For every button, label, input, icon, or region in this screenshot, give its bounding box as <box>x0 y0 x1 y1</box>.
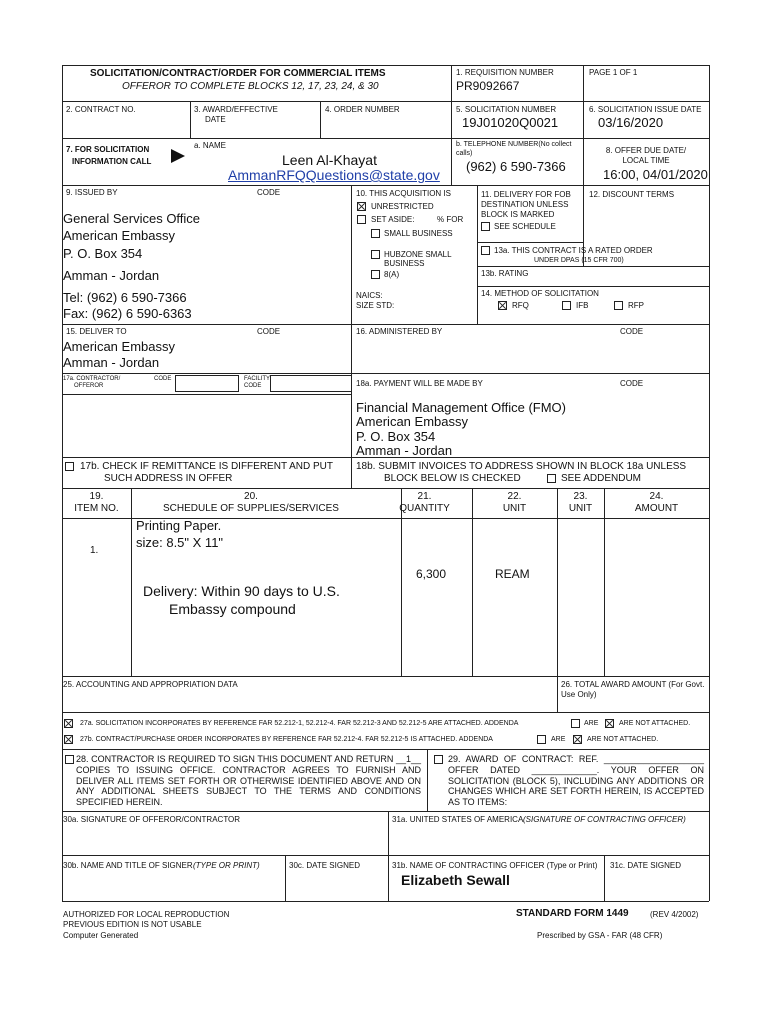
payment-line: Amman - Jordan <box>356 443 453 458</box>
col-header-num: 24. <box>649 491 664 502</box>
solicitation-number-label: 5. SOLICITATION NUMBER <box>456 105 557 114</box>
contact-name: Leen Al-Khayat <box>282 152 377 168</box>
payment-line: American Embassy <box>356 414 468 429</box>
clause-27a-checkbox[interactable] <box>64 719 73 728</box>
col-header-num: 21. <box>417 491 432 502</box>
rfp-label: RFP <box>628 301 644 310</box>
signature-offeror-field[interactable] <box>63 825 385 853</box>
officer-name-value: Elizabeth Sewall <box>401 872 510 888</box>
item-description: Printing Paper. <box>136 518 222 533</box>
footer-note: AUTHORIZED FOR LOCAL REPRODUCTION <box>63 910 230 919</box>
rfp-checkbox[interactable] <box>614 301 623 310</box>
prescribed-by: Prescribed by GSA - FAR (48 CFR) <box>537 931 663 940</box>
page-label: PAGE 1 OF 1 <box>589 68 638 77</box>
accounting-label: 25. ACCOUNTING AND APPROPRIATION DATA <box>63 680 238 689</box>
issued-by-line: General Services Office <box>63 211 201 226</box>
phone-label: b. TELEPHONE NUMBER(No collect <box>456 141 572 148</box>
payment-code-label: CODE <box>620 379 644 388</box>
ifb-label: IFB <box>576 301 589 310</box>
naics-label: NAICS: <box>356 291 383 300</box>
for-info-label-2: INFORMATION CALL <box>72 157 152 166</box>
block-28-checkbox[interactable] <box>65 755 74 764</box>
issued-by-code-label: CODE <box>257 188 281 197</box>
signature-officer-label: 31a. UNITED STATES OF AMERICA <box>392 815 524 824</box>
issue-date-label: 6. SOLICITATION ISSUE DATE <box>589 105 702 114</box>
acquisition-label: 10. THIS ACQUISITION IS <box>356 189 451 198</box>
issued-by-line: Fax: (962) 6 590-6363 <box>63 306 192 321</box>
hubzone-checkbox[interactable] <box>371 250 380 259</box>
solicitation-number-value: 19J01020Q0021 <box>462 115 559 130</box>
offer-due-label-2: LOCAL TIME <box>622 156 670 165</box>
clause-27a-are-not-checkbox[interactable] <box>605 719 614 728</box>
see-addendum-checkbox[interactable] <box>547 474 556 483</box>
remittance-checkbox[interactable] <box>65 462 74 471</box>
form-number: STANDARD FORM 1449 <box>516 908 629 919</box>
invoice-label: 18b. SUBMIT INVOICES TO ADDRESS SHOWN IN BLOCK 18a UNLESS <box>356 461 687 472</box>
contractor-code-label: CODE <box>154 376 172 382</box>
block-29-checkbox[interactable] <box>434 755 443 764</box>
administered-code-label: CODE <box>620 327 644 336</box>
unrestricted-label: UNRESTRICTED <box>371 202 434 211</box>
item-number: 1. <box>90 545 99 556</box>
see-addendum-label: SEE ADDENDUM <box>561 473 642 484</box>
clause-27a-are-checkbox[interactable] <box>571 719 580 728</box>
phone-label-2: calls) <box>456 150 473 157</box>
facility-code-input[interactable] <box>270 375 352 392</box>
contractor-label: 17a. CONTRACTOR/ <box>63 376 121 382</box>
order-number-label: 4. ORDER NUMBER <box>325 105 400 114</box>
item-size: size: 8.5" X 11" <box>136 535 224 550</box>
delivery-fob-label: 11. DELIVERY FOR FOB <box>481 190 571 199</box>
discount-terms-label: 12. DISCOUNT TERMS <box>589 190 675 199</box>
hubzone-label: HUBZONE SMALL <box>384 250 452 259</box>
footer-note: Computer Generated <box>63 931 139 940</box>
set-aside-checkbox[interactable] <box>357 215 366 224</box>
issued-by-line: Amman - Jordan <box>63 268 160 283</box>
remittance-label: 17b. CHECK IF REMITTANCE IS DIFFERENT AND PUT <box>80 461 333 472</box>
rated-order-label: 13a. THIS CONTRACT IS A RATED ORDER <box>494 246 653 255</box>
pct-for-label: % FOR <box>437 215 464 224</box>
payment-line: P. O. Box 354 <box>356 429 436 444</box>
small-business-checkbox[interactable] <box>371 229 380 238</box>
signature-offeror-label: 30a. SIGNATURE OF OFFEROR/CONTRACTOR <box>63 815 241 824</box>
col-header-schedule: SCHEDULE OF SUPPLIES/SERVICES <box>163 503 339 514</box>
col-header-item-no: ITEM NO. <box>74 503 119 514</box>
eight-a-label: 8(A) <box>384 270 400 279</box>
issued-by-line: P. O. Box 354 <box>63 246 143 261</box>
contract-no-label: 2. CONTRACT NO. <box>66 105 136 114</box>
delivery-fob-label-2: DESTINATION UNLESS <box>481 200 569 209</box>
facility-label: FACILITY <box>244 376 271 382</box>
item-unit: REAM <box>495 567 530 581</box>
payment-line: Financial Management Office (FMO) <box>356 400 566 415</box>
deliver-to-code-label: CODE <box>257 327 281 336</box>
signer-name-label: 30b. NAME AND TITLE OF SIGNER <box>63 861 193 870</box>
clause-27b-checkbox[interactable] <box>64 735 73 744</box>
issued-by-line: American Embassy <box>63 228 175 243</box>
payment-label: 18a. PAYMENT WILL BE MADE BY <box>356 379 483 388</box>
contractor-code-input[interactable] <box>175 375 239 392</box>
method-label: 14. METHOD OF SOLICITATION <box>481 289 599 298</box>
form-title: SOLICITATION/CONTRACT/ORDER FOR COMMERCIAL ITEMS <box>90 68 386 79</box>
issued-by-label: 9. ISSUED BY <box>66 188 118 197</box>
phone-value: (962) 6 590-7366 <box>466 159 566 174</box>
block-29-text: 29. AWARD OF CONTRACT: REF. ____________________ OFFER DATED _____________. YOUR OFFER ON SOLICITATION (BLOCK 5), INCLUDING ANY ADDITIONS OR CHANGES WHICH ARE SET FORTH HEREIN, IS ACCEPTED AS TO ITEMS: <box>448 754 704 808</box>
see-schedule-checkbox[interactable] <box>481 222 490 231</box>
item-quantity: 6,300 <box>416 567 447 581</box>
contractor-label-2: OFFEROR <box>74 383 104 389</box>
eight-a-checkbox[interactable] <box>371 270 380 279</box>
signature-officer-label-2: (SIGNATURE OF CONTRACTING OFFICER) <box>523 815 686 824</box>
rated-order-checkbox[interactable] <box>481 246 490 255</box>
size-std-label: SIZE STD: <box>356 301 395 310</box>
form-revision: (REV 4/2002) <box>650 910 699 919</box>
block-28-text: 28. CONTRACTOR IS REQUIRED TO SIGN THIS DOCUMENT AND RETURN __1__ COPIES TO ISSUING OFFICE. CONTRACTOR AGREES TO FURNISH AND DELIVER ALL ITEMS SET FORTH OR OTHERWISE IDENTIFIED ABOVE AND ON ANY ADDITIONAL SHEETS SUBJECT TO THE TERMS AND CONDITIONS SPECIFIED HEREIN. <box>76 754 421 808</box>
signer-date-label: 30c. DATE SIGNED <box>289 861 360 870</box>
set-aside-label: SET ASIDE: <box>371 215 415 224</box>
award-date-label-2: DATE <box>205 115 226 124</box>
deliver-to-line: American Embassy <box>63 339 175 354</box>
deliver-to-label: 15. DELIVER TO <box>66 327 127 336</box>
see-schedule-label: SEE SCHEDULE <box>494 222 556 231</box>
clause-27b-are-not-checkbox[interactable] <box>573 735 582 744</box>
col-header-num: 22. <box>507 491 522 502</box>
clause-27b-are: ARE <box>551 736 566 743</box>
award-date-label: 3. AWARD/EFFECTIVE <box>194 105 278 114</box>
deliver-to-line: Amman - Jordan <box>63 355 160 370</box>
requisition-value: PR9092667 <box>456 79 520 93</box>
invoice-label-2: BLOCK BELOW IS CHECKED <box>384 473 521 484</box>
total-award-label: 26. TOTAL AWARD AMOUNT (For Govt. <box>561 680 705 689</box>
item-delivery: Delivery: Within 90 days to U.S. <box>143 583 340 599</box>
rfq-label: RFQ <box>512 301 529 310</box>
arrow-right-icon <box>171 149 185 163</box>
officer-date-label: 31c. DATE SIGNED <box>610 861 681 870</box>
rated-order-label-2: UNDER DPAS (15 CFR 700) <box>534 257 624 264</box>
footer-note: PREVIOUS EDITION IS NOT USABLE <box>63 920 202 929</box>
name-label: a. NAME <box>194 141 227 150</box>
unrestricted-checkbox[interactable] <box>357 202 366 211</box>
administered-label: 16. ADMINISTERED BY <box>356 327 443 336</box>
clause-27a-text: 27a. SOLICITATION INCORPORATES BY REFERENCE FAR 52.212-1, 52.212-4. FAR 52.212-3 AND 52.212-5 ARE ATTACHED. ADDENDA <box>80 720 519 727</box>
col-header-num: 20. <box>244 491 258 502</box>
officer-name-label: 31b. NAME OF CONTRACTING OFFICER (Type or Print) <box>392 861 598 870</box>
col-header-unit-price: UNIT <box>568 503 593 514</box>
requisition-label: 1. REQUISITION NUMBER <box>456 68 554 77</box>
col-header-quantity: QUANTITY <box>399 503 450 514</box>
rfq-checkbox[interactable] <box>498 301 507 310</box>
signature-officer-field[interactable] <box>391 825 707 853</box>
col-header-unit: UNIT <box>502 503 527 514</box>
clause-27b-text: 27b. CONTRACT/PURCHASE ORDER INCORPORATES BY REFERENCE FAR 52.212-4. FAR 52.212-5 IS ATTACHED. ADDENDA <box>80 736 493 743</box>
hubzone-label-2: BUSINESS <box>384 259 425 268</box>
offer-due-value: 16:00, 04/01/2020 <box>603 167 708 182</box>
issued-by-line: Tel: (962) 6 590-7366 <box>63 290 187 305</box>
col-header-num: 19. <box>89 491 104 502</box>
total-award-label-2: Use Only) <box>561 690 597 699</box>
remittance-label-2: SUCH ADDRESS IN OFFER <box>104 473 233 484</box>
clause-27b-are-not: ARE NOT ATTACHED. <box>587 736 659 743</box>
clause-27a-are: ARE <box>584 720 599 727</box>
for-info-label: 7. FOR SOLICITATION <box>66 145 150 154</box>
col-header-amount: AMOUNT <box>634 503 679 514</box>
form-subtitle: OFFEROR TO COMPLETE BLOCKS 12, 17, 23, 24, & 30 <box>122 81 379 92</box>
delivery-fob-label-3: BLOCK IS MARKED <box>481 210 555 219</box>
issue-date-value: 03/16/2020 <box>598 115 664 130</box>
clause-27b-are-checkbox[interactable] <box>537 735 546 744</box>
item-delivery-2: Embassy compound <box>169 601 296 617</box>
ifb-checkbox[interactable] <box>562 301 571 310</box>
col-header-num: 23. <box>573 491 588 502</box>
clause-27a-are-not: ARE NOT ATTACHED. <box>619 720 691 727</box>
rating-label: 13b. RATING <box>481 269 529 278</box>
contact-email-link[interactable]: AmmanRFQQuestions@state.gov <box>228 167 440 183</box>
signer-name-label-2: (TYPE OR PRINT) <box>193 861 260 870</box>
facility-label-2: CODE <box>244 383 262 389</box>
offer-due-label: 8. OFFER DUE DATE/ <box>605 146 687 155</box>
small-business-label: SMALL BUSINESS <box>384 229 453 238</box>
